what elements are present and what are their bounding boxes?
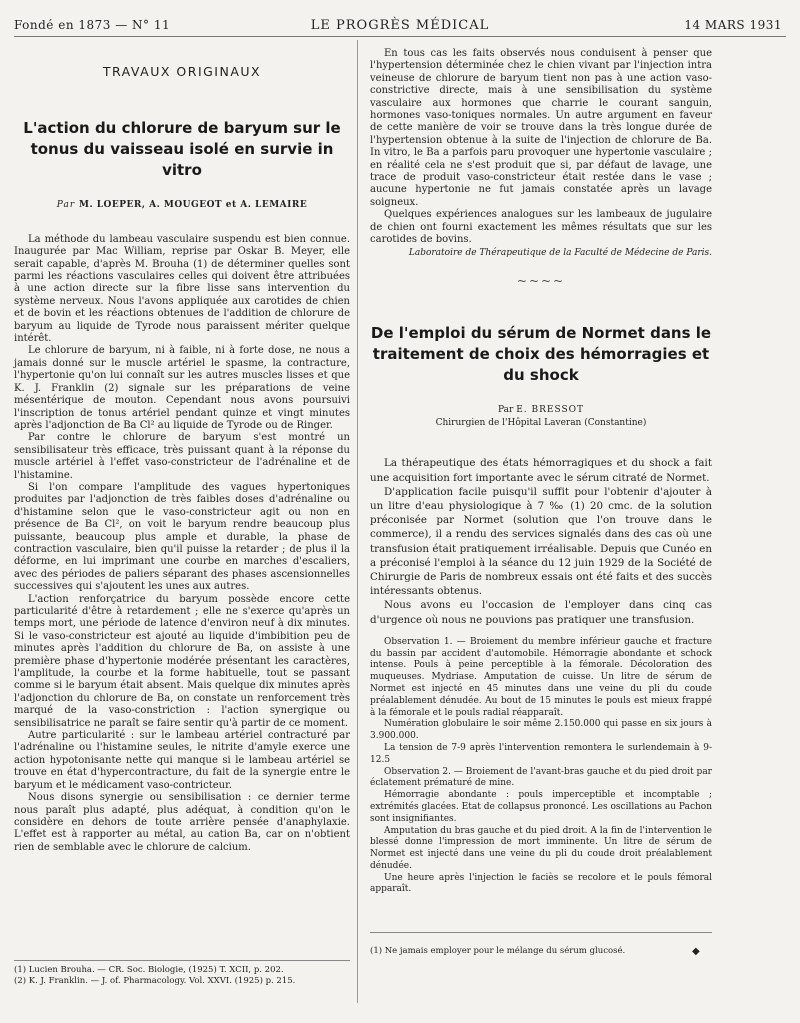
observation-paragraph: Hémorragie abondante : pouls imperceptible et incomptable ; extrémités glacées. Etat de collapsus prononcé. Les oscillations au Pachon sont insignifiantes. <box>370 790 712 824</box>
observation-paragraph: La tension de 7-9 après l'intervention remontera le surlendemain à 9-12.5 <box>370 742 712 765</box>
article-2-body <box>370 456 712 626</box>
paragraph: Nous disons synergie ou sensibilisation : ce dernier terme nous paraît plus adapté, plus adéquat, à condition qu'on le considère en dehors de toute arrière pensée d'anaphylaxie. L'effet est à rapporter au métal, au cation Ba, car on n'obtient rien de semblable avec le chlorure de calcium. <box>14 792 350 853</box>
observation-paragraph: Une heure après l'injection le faciès se recolore et le pouls fémoral apparaît. <box>370 872 712 895</box>
issue-date: 14 MARS 1931 <box>684 18 782 32</box>
footnote: (1) Lucien Brouha. — CR. Soc. Biologie, (1925) T. XCII, p. 202. <box>14 965 284 975</box>
article-2-byline <box>370 404 712 430</box>
column-divider <box>357 40 358 1003</box>
author-affiliation: Chirurgien de l'Hôpital Laveran (Constantine) <box>435 418 647 429</box>
paragraph: L'action renforçatrice du baryum possède encore cette particularité d'être à retardement ; elle ne s'exerce qu'après un temps mort, une période de latence d'environ neuf à dix minutes. Si le vaso-constricteur est ajouté au liquide d'imbibition peu de minutes après l'addition du chlorure de Ba, on assiste à une première phase d'hypertonie modérée présentant les caractères, l'amplitude, la courbe et la forme habituelle, tout se passant comme si le baryum était absent. Mais quelque dix minutes après l'adjonction du chlorure de Ba, on constate un renforcement très marqué de la vaso-constriction : l'action synergique ou sensibilisatrice ne paraît se faire sentir qu'à partir de ce moment. <box>14 593 350 729</box>
paragraph: Quelques expériences analogues sur les lambeaux de jugulaire de chien ont fourni exactement les mêmes résultats que sur les carotides de bovins. <box>370 209 712 246</box>
article-1-authors <box>14 199 350 211</box>
observation-paragraph: Observation 1. — Broiement du membre inférieur gauche et fracture du bassin par accident d'automobile. Hémorragie abondante et schock intense. Pouls à peine perceptible à la fémorale. Décoloration des muqueuses. Mydriase. Amputation de cuisse. Un litre de sérum de Normet est injecté en 45 minutes dans une veine du pli du coude préalablement dénudée. Au bout de 15 minutes le pouls est mieux frappé à la fémorale et le pouls radial réapparaît. <box>370 636 712 718</box>
observation-paragraph: Observation 2. — Broiement de l'avant-bras gauche et du pied droit par éclatement prématuré de mine. <box>370 766 712 789</box>
right-footnote <box>370 932 712 965</box>
author-prefix: Par <box>497 405 514 416</box>
article-1-title: L'action du chlorure de baryum sur le tonus du vaisseau isolé en survie in vitro <box>23 119 341 180</box>
observation-paragraph: Numération globulaire le soir même 2.150.000 qui passe en six jours à 3.900.000. <box>370 719 712 742</box>
right-column <box>370 48 712 896</box>
paragraph: La thérapeutique des états hémorragiques et du shock a fait une acquisition fort importante avec le sérum citraté de Normet. <box>370 457 712 484</box>
left-column <box>14 48 350 854</box>
observations <box>370 637 712 897</box>
author-name: E. BRESSOT <box>516 405 584 416</box>
running-header <box>14 14 786 37</box>
left-footnotes <box>14 960 350 987</box>
journal-title: LE PROGRÈS MÉDICAL <box>310 18 490 33</box>
founded-issue: Fondé en 1873 — N° 11 <box>14 18 171 32</box>
paragraph: Le chlorure de baryum, ni à faible, ni à forte dose, ne nous a jamais donné sur le muscle artériel le spasme, la contracture, l'hypertonie qu'on lui connaît sur les autres muscles lisses et que K. J. Franklin (2) signale sur les préparations de veine mésentérique de mouton. Cependant nous avons poursuivi l'inscription de tonus artériel pendant quinze et vingt minutes après l'adjonction de Ba Cl² au liquide de Tyrode ou de Ringer. <box>14 345 350 431</box>
ornament-divider: ~~~~ <box>516 273 566 288</box>
paragraph: Si l'on compare l'amplitude des vagues hypertoniques produites par l'adjonction de très faibles doses d'adrénaline ou d'histamine selon que le vaso-constricteur agit ou non en présence de Ba Cl², on voit le baryum rendre beaucoup plus puissante, beaucoup plus ample et durable, la phase de contraction vasculaire, bien qu'il puisse la retarder ; de plus il la déforme, en lui imprimant une courbe en marches d'escaliers, avec des périodes de paliers séparant des phases ascensionnelles successives qui s'ajoutent les unes aux autres. <box>14 481 350 593</box>
observation-paragraph: Amputation du bras gauche et du pied droit. A la fin de l'intervention le blessé donne l'impression de mort imminente. Un litre de sérum de Normet est injecté dans une veine du pli du coude droit préalablement dénudée. <box>370 825 712 871</box>
section-heading: TRAVAUX ORIGINAUX <box>102 64 262 79</box>
end-mark: ◆ <box>692 946 700 957</box>
paragraph: D'application facile puisqu'il suffit pour l'obtenir d'ajouter à un litre d'eau physiologique à 7 ‰ (1) 20 cmc. de la solution préconisée par Normet (solution que l'on trouve dans le commerce), il a rendu des services signalés dans des cas où une transfusion était pratiquement irréalisable. Depuis que Cunéo en a préconisé l'emploi à la séance du 12 juin 1929 de la Société de Chirurgie de Paris de nombreux essais ont été faits et des succès intéressants obtenus. <box>370 485 712 598</box>
paragraph: La méthode du lambeau vasculaire suspendu est bien connue. Inaugurée par Mac William, reprise par Oskar B. Meyer, elle serait capable, d'après M. Brouha (1) de déterminer quelles sont parmi les réactions vasculaires celles qui doivent être attribuées à une action directe sur la fibre lisse sans intervention du système nerveux. Nous l'avons appliquée aux carotides de chien et de bovin et les réactions obtenues de l'addition de chlorure de baryum au liquide de Tyrode nous paraissent mériter quelque intérêt. <box>14 233 350 345</box>
footnote: (1) Ne jamais employer pour le mélange du sérum glucosé. <box>370 945 626 956</box>
paragraph: En tous cas les faits observés nous conduisent à penser que l'hypertension déterminée chez le chien vivant par l'injection intra veineuse de chlorure de baryum tient non pas à une action vaso-constrictive directe, mais à une sensibilisation du système vasculaire aux hormones que charrie le courant sanguin, hormones vaso-toniques normales. Un autre argument en faveur de cette manière de voir se trouve dans la très longue durée de l'hypertension obtenue à la suite de l'injection de chlorure de Ba. In vitro, le Ba a parfois paru provoquer une hypertonie vasculaire ; en réalité cela ne s'est produit que si, par défaut de lavage, une trace de produit vaso-constricteur était restée dans le vase ; aucune hypertonie ne fut jamais constatée après un lavage soigneux. <box>370 48 712 208</box>
paragraph: Autre particularité : sur le lambeau artériel contracturé par l'adrénaline ou l'histamine seules, le nitrite d'amyle exerce une action hypotonisante nette qui manque si le lambeau artériel se trouve en état d'hypercontracture, du fait de la synergie entre le baryum et le médicament vaso-contricteur. <box>14 730 350 791</box>
footnote: (2) K. J. Franklin. — J. of. Pharmacology. Vol. XXVI. (1925) p. 215. <box>14 976 296 986</box>
paragraph: Par contre le chlorure de baryum s'est montré un sensibilisateur très efficace, très puissant quant à la réponse du muscle artériel à l'effet vaso-constricteur de l'adrénaline et de l'histamine. <box>14 432 350 481</box>
paragraph: Nous avons eu l'occasion de l'employer dans cinq cas d'urgence où nous ne pouvions pas pratiquer une transfusion. <box>370 599 712 626</box>
laboratory-signature: Laboratoire de Thérapeutique de la Faculté de Médecine de Paris. <box>408 247 712 258</box>
article-2-title: De l'emploi du sérum de Normet dans le traitement de choix des hémorragies et du shock <box>370 324 712 385</box>
authors-prefix: Par <box>56 200 76 211</box>
authors-names: M. LOEPER, A. MOUGEOT et A. LEMAIRE <box>79 200 308 211</box>
